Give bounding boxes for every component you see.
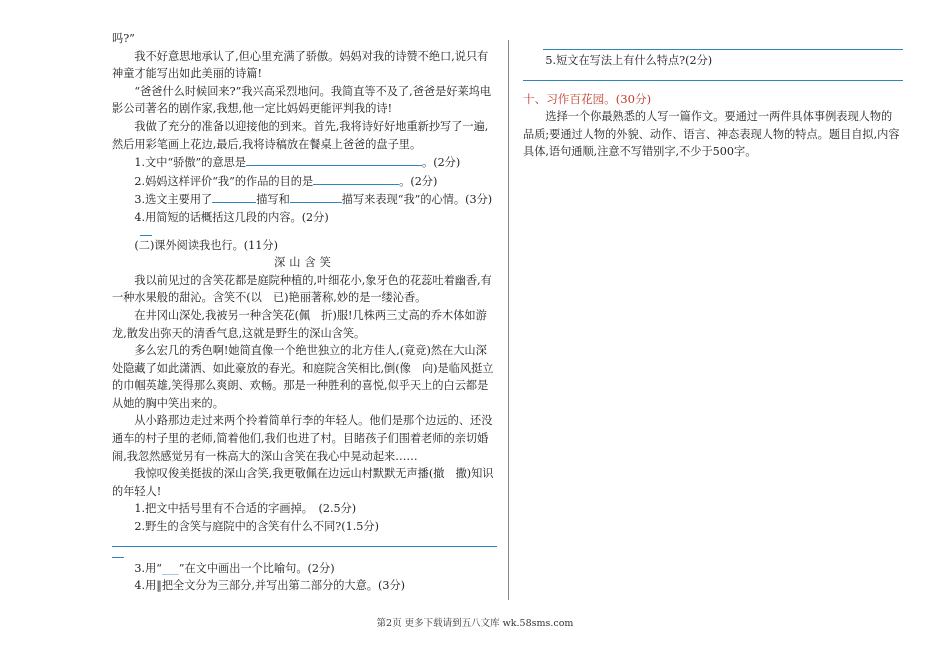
- paragraph: “爸爸什么时候回来?”我兴高采烈地问。我简直等不及了,爸爸是好莱坞电影公司著名的剧作家,我想,他一定比妈妈更能评判我的诗!: [112, 84, 492, 116]
- wavy-line-mark: ___: [161, 561, 179, 575]
- answer-line[interactable]: [112, 557, 124, 558]
- section-title: (二)课外阅读我也行。(11分): [134, 238, 278, 252]
- essay-prompt: 选择一个你最熟悉的人写一篇作文。要通过一两件具体事例表现人物的品质;要通过人物的外貌、动作、语言、神态表现人物的特点。题目自拟,内容具体,语句通顺,注意不写错别字,不少于500字。: [523, 110, 900, 159]
- reading-question-4: 4.用‖把全文分为三部分,并写出第二部分的大意。(3分): [134, 579, 406, 593]
- reading-question-3: 3.用“___”在文中画出一个比喻句。(2分): [134, 561, 335, 575]
- answer-blank[interactable]: [290, 190, 342, 203]
- question-3: 3.选文主要用了 描写和 描写来表现“我”的心情。(3分): [112, 190, 497, 209]
- question-4: 4.用简短的话概括这几段的内容。(2分): [134, 210, 329, 224]
- paragraph: 在井冈山深处,我被另一种含笑花(佩 折)服!几株两三丈高的乔木体如游龙,散发出弥天的清香气息,这就是野生的深山含笑。: [112, 308, 487, 340]
- text-line: 吗?”: [112, 32, 135, 45]
- paragraph: 从小路那边走过来两个拎着简单行李的年轻人。他们是那个边远的、还没通车的村子里的老师,简着他们,我们也进了村。目睹孩子们围着老师的亲切婚闹,我忽然感觉另有一株高大的深山含笑在我心中晃动起来……: [112, 414, 493, 463]
- page-footer: 第2页 更多下载请到五八文库 wk.58sms.com: [376, 618, 574, 629]
- column-divider: [508, 40, 509, 600]
- section-title: 十、习作百花园。(30分): [523, 91, 652, 106]
- question-2: 2.妈妈这样评价“我”的作品的目的是 。(2分): [112, 172, 497, 191]
- left-column: [112, 30, 497, 595]
- answer-line[interactable]: [543, 49, 903, 50]
- paragraph: 多么宏几的秀色啊!她简直像一个绝世独立的北方佳人,(竟竞)然在大山深处隐藏了如此潇洒、如此豪放的春光。和庭院含笑相比,倒(像 向)是临风挺立的巾帼英雄,笑得那么爽朗、欢畅。那是一种胜利的喜悦,似乎天上的白云都是从她的胸中笑出来的。: [112, 344, 494, 410]
- answer-line[interactable]: [140, 235, 152, 236]
- answer-blank[interactable]: [313, 172, 399, 185]
- question-1: 1.文中“骄傲”的意思是 。(2分): [112, 153, 497, 172]
- answer-blank[interactable]: [246, 153, 422, 166]
- answer-blank[interactable]: [212, 190, 256, 203]
- paragraph: 我以前见过的含笑花都是庭院种植的,叶细花小,象牙色的花蕊吐着幽香,有一种水果般的甜沁。含笑不(以 已)艳丽著称,妙的是一缕沁香。: [112, 273, 492, 305]
- paragraph: 我做了充分的准备以迎接他的到来。首先,我将诗好好地重新抄写了一遍,然后用彩笔画上花边,最后,我将诗稿放在餐桌上爸爸的盘子里。: [112, 119, 489, 151]
- question-5: 5.短文在写法上有什么特点?(2分): [545, 54, 713, 67]
- right-column: [523, 49, 903, 161]
- reading-question-1: 1.把文中括号里有不合适的字画掉。 (2.5分): [134, 502, 357, 516]
- passage-title: 深山含笑: [274, 256, 335, 270]
- answer-line[interactable]: [112, 546, 497, 547]
- paragraph: 我不好意思地承认了,但心里充满了骄傲。妈妈对我的诗赞不绝口,说只有神童才能写出如此美丽的诗篇!: [112, 49, 489, 81]
- paragraph: 我惊叹俊美挺拔的深山含笑,我更敬佩在边远山村默默无声播(撤 撒)知识的年轻人!: [112, 467, 494, 498]
- reading-question-2: 2.野生的含笑与庭院中的含笑有什么不同?(1.5分): [134, 520, 379, 534]
